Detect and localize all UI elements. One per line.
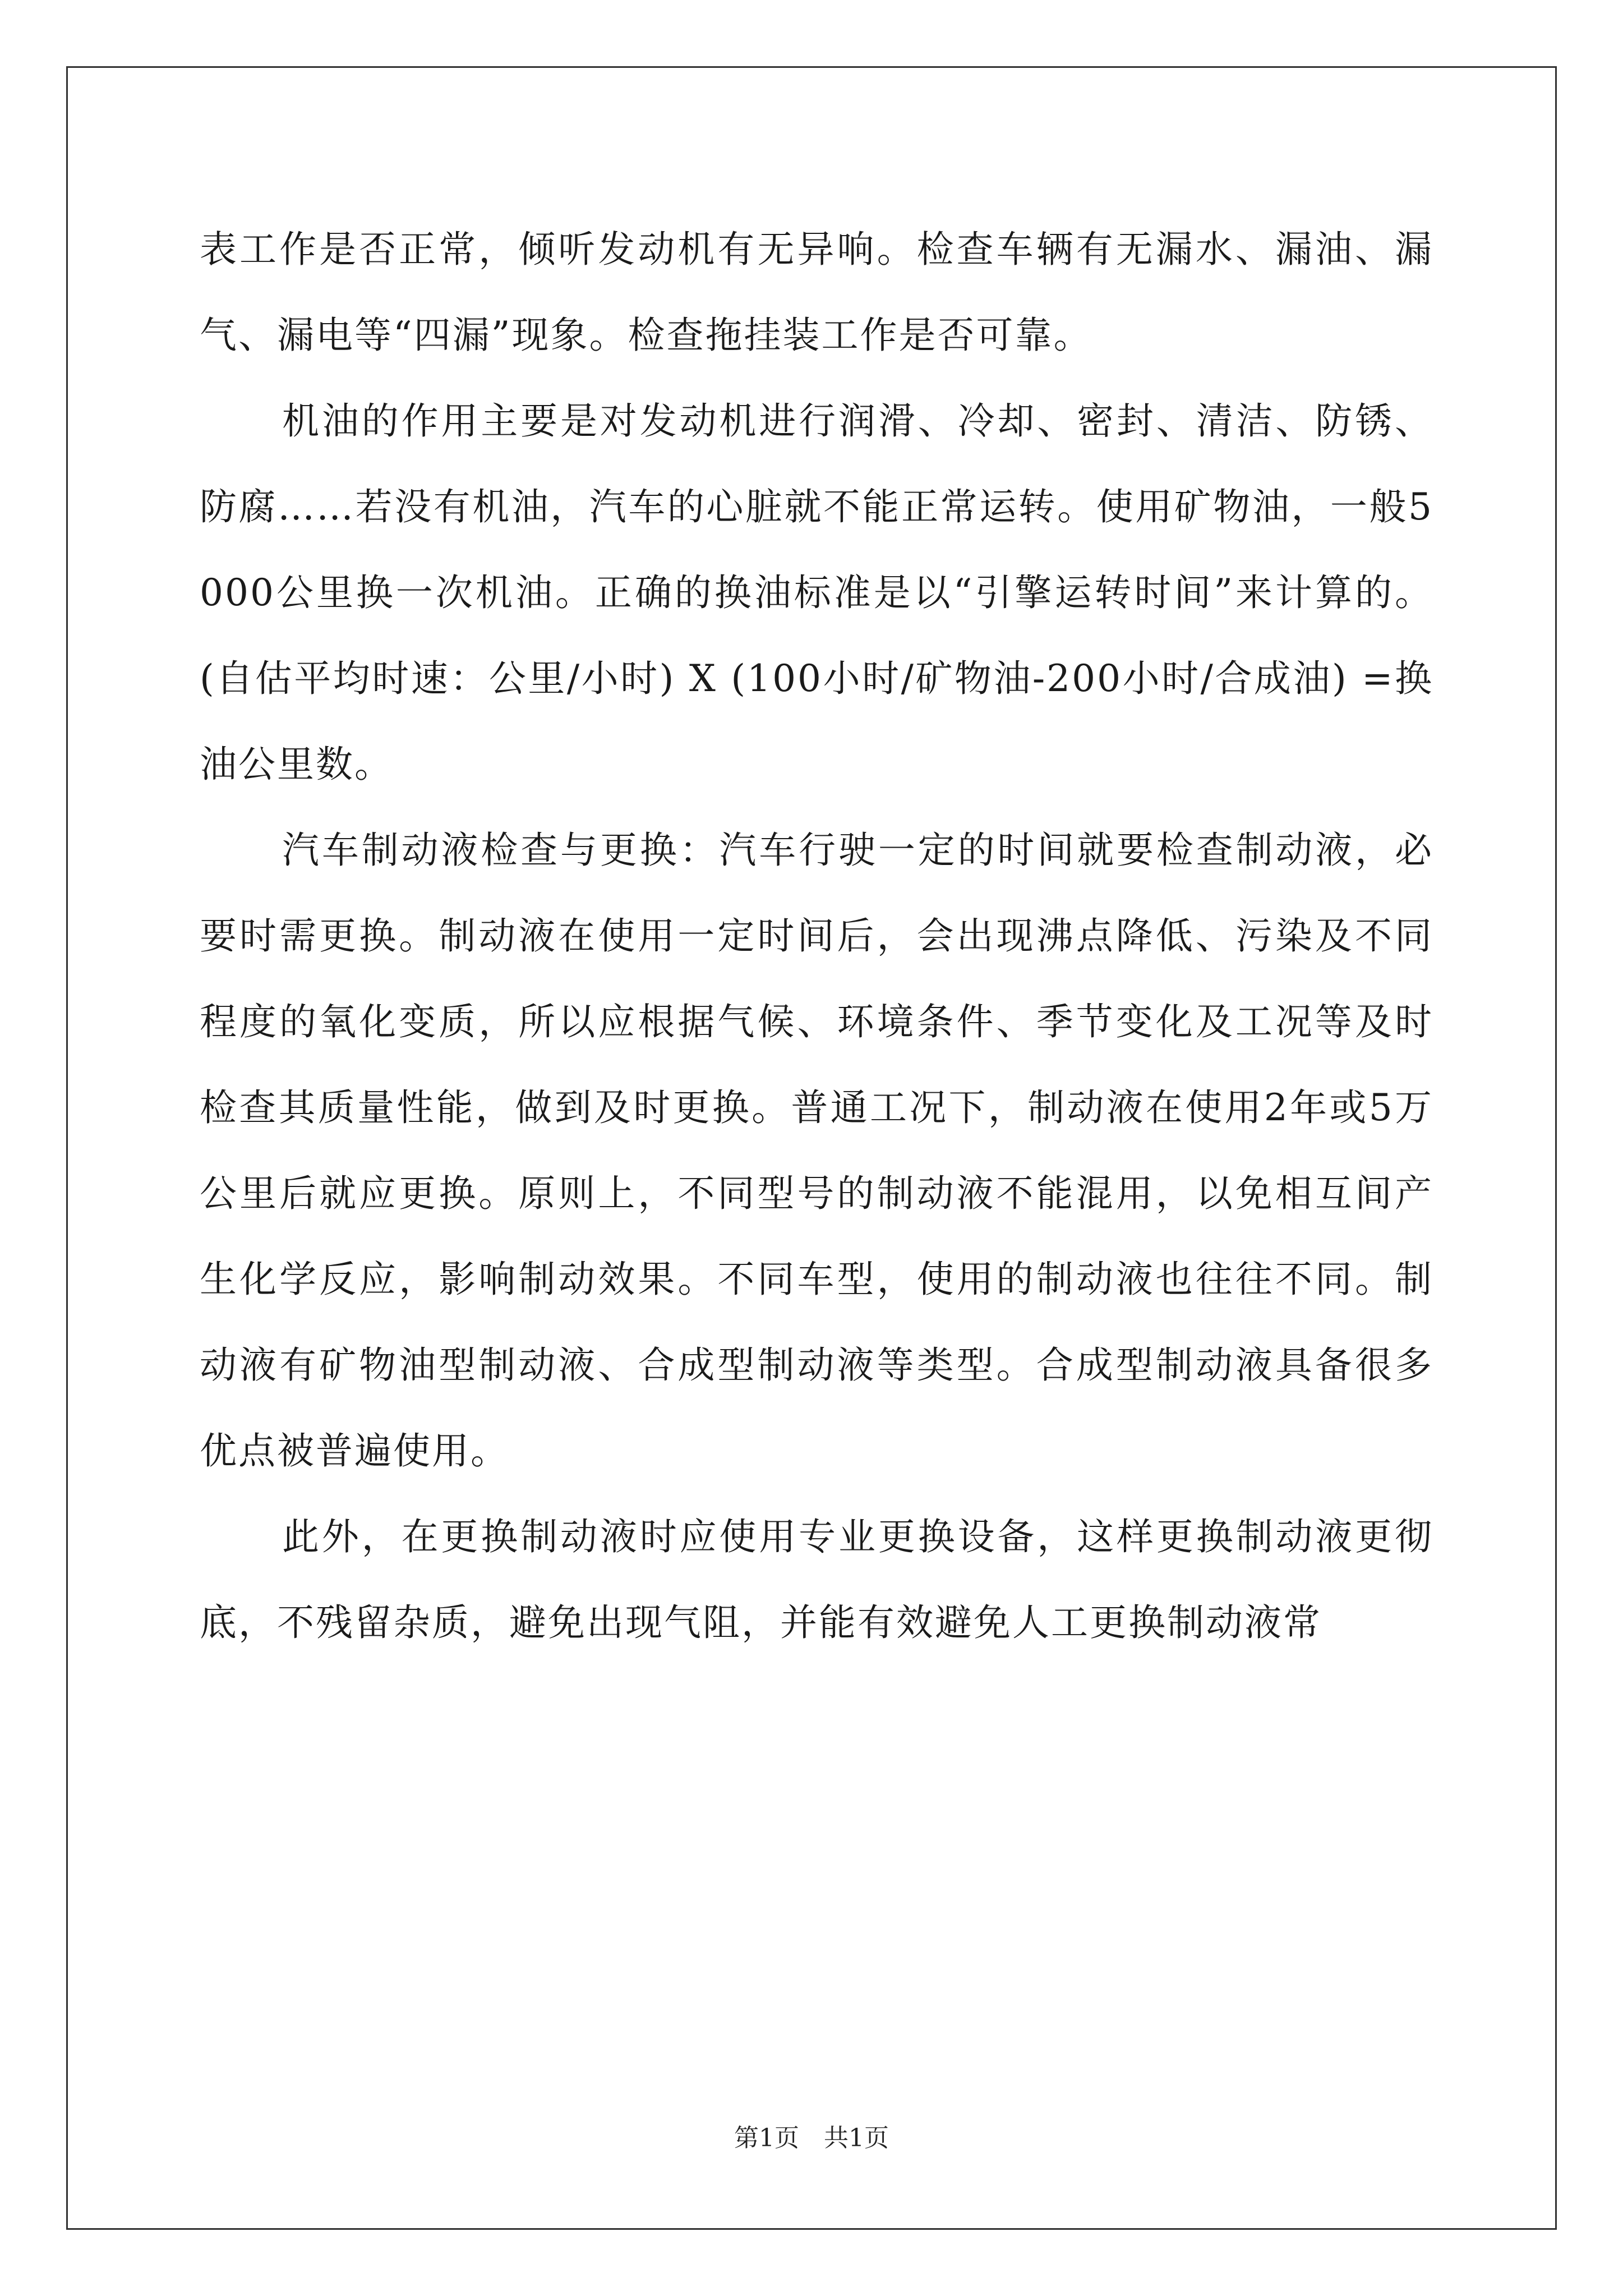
page-number: 第1页 — [734, 2124, 799, 2152]
paragraph-replacement-equipment: 此外，在更换制动液时应使用专业更换设备，这样更换制动液更彻底，不残留杂质，避免出现气阻，并能有效避免人工更换制动液常 — [200, 1515, 1433, 1644]
paragraph-brake-fluid: 汽车制动液检查与更换：汽车行驶一定的时间就要检查制动液，必要时需更换。制动液在使用一定时间后，会出现沸点降低、污染及不同程度的氧化变质，所以应根据气候、环境条件、季节变化及工况等及时检查其质量性能，做到及时更换。普通工况下，制动液在使用2年或5万公里后就应更换。原则上，不同型号的制动液不能混用，以免相互间产生化学反应，影响制动效果。不同车型，使用的制动液也往往不同。制动液有矿物油型制动液、合成型制动液等类型。合成型制动液具备很多优点被普遍使用。 — [200, 829, 1433, 1473]
paragraph-continued: 表工作是否正常，倾听发动机有无异响。检查车辆有无漏水、漏油、漏气、漏电等“四漏”现象。检查拖挂装工作是否可靠。 — [200, 228, 1433, 357]
page-footer — [0, 2118, 1623, 2154]
document-body — [200, 206, 1433, 1665]
paragraph-engine-oil: 机油的作用主要是对发动机进行润滑、冷却、密封、清洁、防锈、防腐……若没有机油，汽车的心脏就不能正常运转。使用矿物油，一般5000公里换一次机油。正确的换油标准是以“引擎运转时间”来计算的。(自估平均时速：公里/小时) X (100小时/矿物油-200小时/合成油) =换油公里数。 — [200, 399, 1433, 786]
page-total: 共1页 — [824, 2124, 889, 2152]
